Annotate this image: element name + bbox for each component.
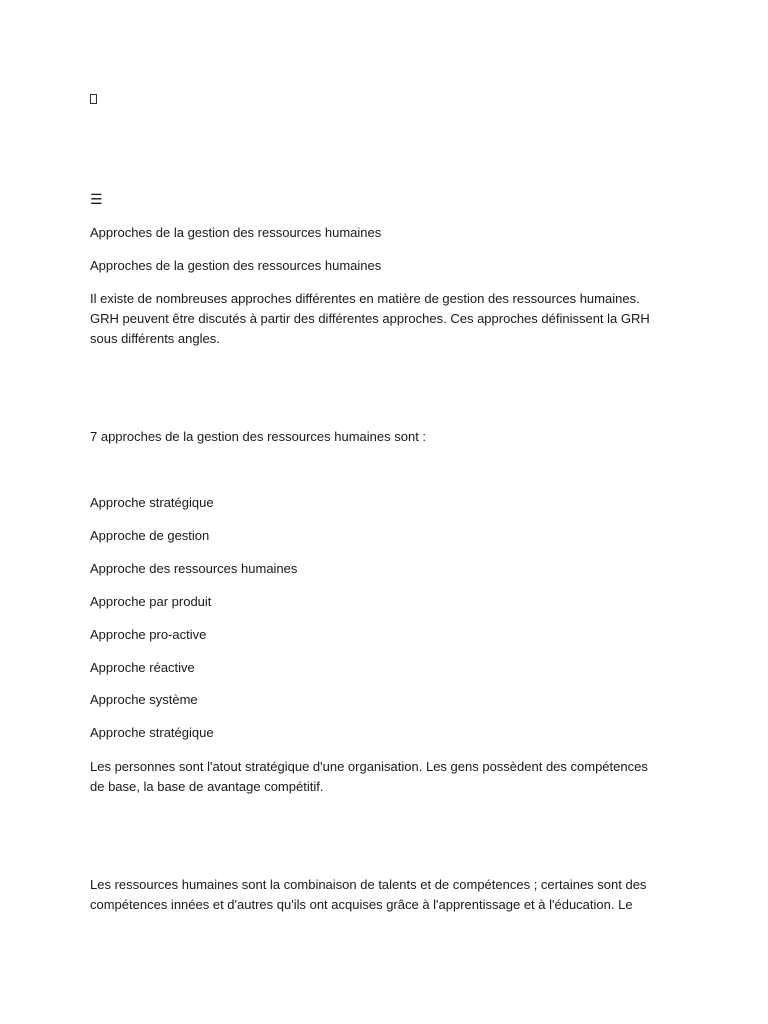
menu-icon: ☰ [90, 192, 103, 208]
list-item: Approche réactive [90, 660, 195, 675]
section-heading: Approche stratégique [90, 725, 214, 740]
document-subheading: Approches de la gestion des ressources humaines [90, 258, 382, 273]
list-item: Approche par produit [90, 594, 212, 609]
strategic-paragraph: Les personnes sont l'atout stratégique d'une organisation. Les gens possèdent des compétences de base, la base de avantage compétitif. [90, 759, 648, 794]
list-item: Approche stratégique [90, 495, 214, 510]
list-item: Approche de gestion [90, 528, 210, 543]
intro-paragraph: Il existe de nombreuses approches différentes en matière de gestion des ressources humaines. GRH peuvent être discutés à partir des différentes approches. Ces approches définissent la GRH sous différents angles. [90, 291, 650, 346]
list-item: Approche des ressources humaines [90, 561, 298, 576]
list-intro: 7 approches de la gestion des ressources humaines sont : [90, 429, 427, 444]
missing-glyph-icon [90, 94, 97, 104]
list-item: Approche pro-active [90, 627, 207, 642]
closing-paragraph: Les ressources humaines sont la combinaison de talents et de compétences ; certaines sont des compétences innées et d'autres qu'ils ont acquises grâce à l'apprentissage et à l'éducation. Le [90, 877, 647, 912]
document-heading: Approches de la gestion des ressources humaines [90, 225, 382, 240]
list-item: Approche système [90, 692, 198, 707]
